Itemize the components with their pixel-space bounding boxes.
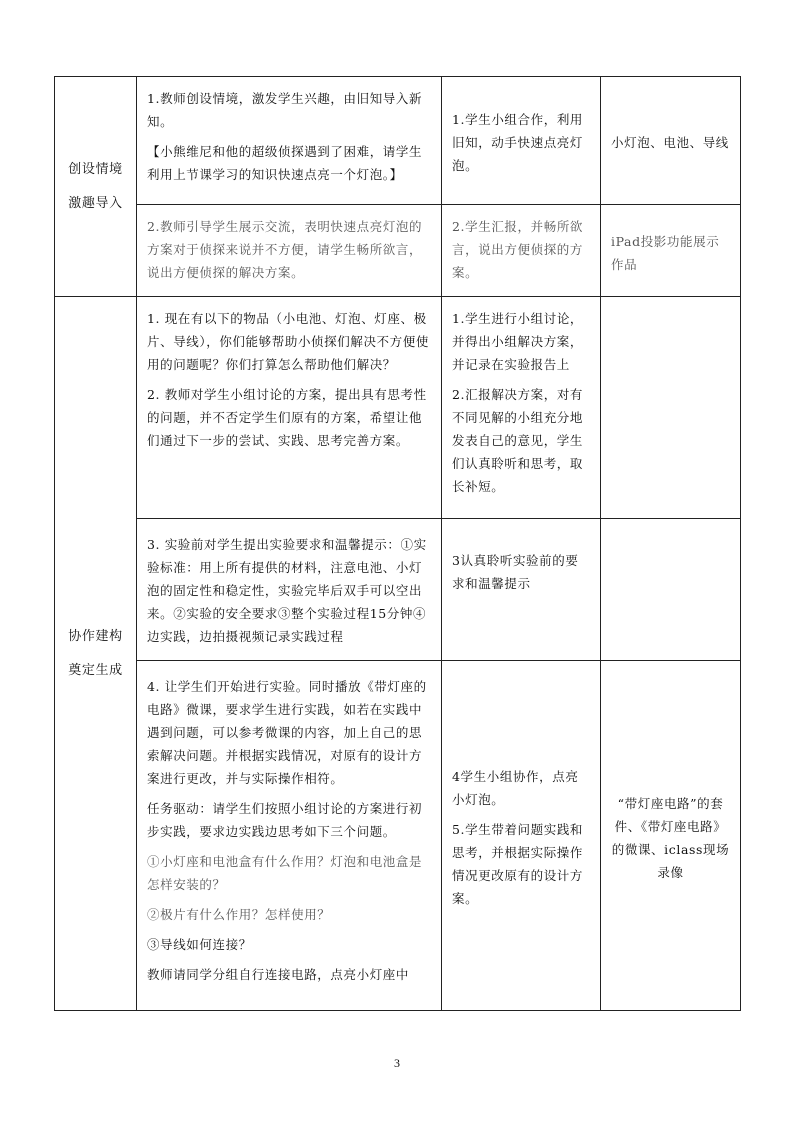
table-row bbox=[55, 205, 741, 297]
lesson-plan-table bbox=[54, 76, 741, 1011]
table-row bbox=[55, 661, 741, 1011]
teacher-activity-text: 2. 教师对学生小组讨论的方案，提出具有思考性的问题，并不否定学生们原有的方案，希望让他们通过下一步的尝试、实践、思考完善方案。 bbox=[147, 387, 427, 448]
student-activity-cell bbox=[442, 77, 601, 205]
stage-title-line2: 奠定生成 bbox=[68, 662, 123, 678]
student-activity-text: 1.学生小组合作，利用旧知，动手快速点亮灯泡。 bbox=[452, 112, 584, 173]
student-activity-text: 5.学生带着问题实践和思考，并根据实际操作情况更改原有的设计方案。 bbox=[452, 822, 584, 906]
student-activity-cell bbox=[442, 661, 601, 1011]
teacher-activity-text: 1.教师创设情境，激发学生兴趣，由旧知导入新知。 bbox=[147, 91, 423, 129]
tools-cell bbox=[601, 205, 741, 297]
stage-title-line1: 创设情境 bbox=[68, 161, 123, 177]
table-row bbox=[55, 297, 741, 519]
stage-title-line2: 激趣导入 bbox=[68, 195, 123, 211]
question-item: ③导线如何连接？ bbox=[147, 937, 252, 952]
teacher-activity-cell bbox=[137, 77, 442, 205]
tools-text: 小灯泡、电池、导线 bbox=[611, 135, 729, 150]
teacher-activity-text: 2.教师引导学生展示交流，表明快速点亮灯泡的方案对于侦探来说并不方便，请学生畅所欲言，说出方便侦探的解决方案。 bbox=[147, 219, 423, 280]
student-activity-text: 3认真聆听实验前的要求和温馨提示 bbox=[452, 553, 579, 591]
stage-cell-construction bbox=[55, 297, 137, 1011]
question-item: ①小灯座和电池盒有什么作用？灯泡和电池盒是怎样安装的？ bbox=[147, 854, 423, 892]
student-activity-cell bbox=[442, 205, 601, 297]
teacher-activity-cell bbox=[137, 297, 442, 519]
stage-cell-situation bbox=[55, 77, 137, 297]
question-item: ②极片有什么作用？怎样使用？ bbox=[147, 907, 331, 922]
stage-title-line1: 协作建构 bbox=[68, 628, 123, 644]
page-number: 3 bbox=[394, 1056, 400, 1070]
student-activity-text: 1.学生进行小组讨论，并得出小组解决方案，并记录在实验报告上 bbox=[452, 311, 584, 372]
tools-cell bbox=[601, 661, 741, 1011]
teacher-activity-text: 任务驱动：请学生们按照小组讨论的方案进行初步实践，要求边实践边思考如下三个问题。 bbox=[147, 801, 423, 839]
table-row bbox=[55, 519, 741, 661]
student-activity-cell bbox=[442, 297, 601, 519]
teacher-activity-cell bbox=[137, 661, 442, 1011]
tools-cell bbox=[601, 297, 741, 519]
teacher-activity-bracket-text: 【小熊维尼和他的超级侦探遇到了困难，请学生利用上节课学习的知识快速点亮一个灯泡。】 bbox=[147, 144, 423, 182]
tools-cell bbox=[601, 77, 741, 205]
student-activity-text: 2.学生汇报，并畅所欲言，说出方便侦探的方案。 bbox=[452, 219, 584, 280]
teacher-activity-text: 3. 实验前对学生提出实验要求和温馨提示：①实验标准：用上所有提供的材料，注意电池、小灯泡的固定性和稳定性，实验完毕后双手可以空出来。②实验的安全要求③整个实验过程15分钟④边实践，边拍摄视频记录实践过程 bbox=[147, 537, 427, 644]
teacher-activity-text: 1. 现在有以下的物品（小电池、灯泡、灯座、极片、导线），你们能够帮助小侦探们解决不方便使用的问题呢？你们打算怎么帮助他们解决？ bbox=[147, 311, 429, 372]
tools-text: “带灯座电路”的套件、《带灯座电路》的微课、iclass现场录像 bbox=[611, 795, 730, 880]
tools-cell bbox=[601, 519, 741, 661]
teacher-activity-cell bbox=[137, 205, 442, 297]
teacher-activity-text: 4. 让学生们开始进行实验。同时播放《带灯座的电路》微课，要求学生进行实践，如若在实践中遇到问题，可以参考微课的内容，加上自己的思索解决问题。并根据实践情况，对原有的设计方案进行更改，并与实际操作相符。 bbox=[147, 679, 427, 786]
student-activity-text: 4学生小组协作，点亮小灯泡。 bbox=[452, 769, 579, 807]
teacher-activity-cell bbox=[137, 519, 442, 661]
student-activity-text: 2.汇报解决方案，对有不同见解的小组充分地发表自己的意见，学生们认真聆听和思考，取长补短。 bbox=[452, 387, 584, 494]
tools-text: iPad投影功能展示作品 bbox=[611, 233, 720, 272]
student-activity-cell bbox=[442, 519, 601, 661]
table-row bbox=[55, 77, 741, 205]
teacher-activity-text: 教师请同学分组自行连接电路，点亮小灯座中 bbox=[147, 967, 410, 982]
